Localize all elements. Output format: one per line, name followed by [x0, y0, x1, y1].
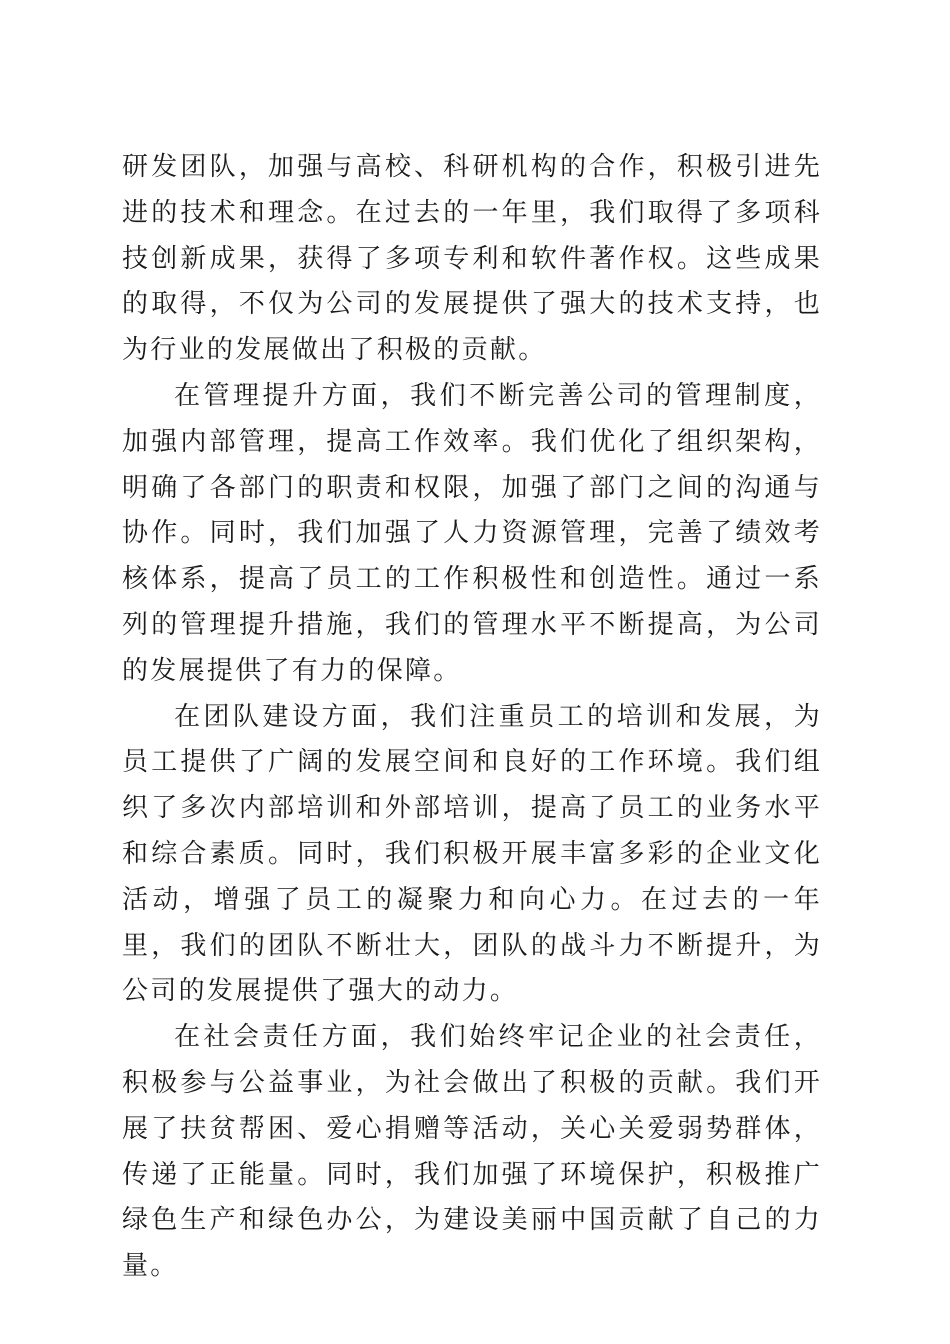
paragraph-team-building: 在团队建设方面，我们注重员工的培训和发展，为员工提供了广阔的发展空间和良好的工作环境。我们组织了多次内部培训和外部培训，提高了员工的业务水平和综合素质。同时，我们积极开展丰富多彩的企业文化活动，增强了员工的凝聚力和向心力。在过去的一年里，我们的团队不断壮大，团队的战斗力不断提升，为公司的发展提供了强大的动力。: [122, 701, 822, 1007]
paragraph-research: 研发团队，加强与高校、科研机构的合作，积极引进先进的技术和理念。在过去的一年里，我们取得了多项科技创新成果，获得了多项专利和软件著作权。这些成果的取得，不仅为公司的发展提供了强大的技术支持，也为行业的发展做出了积极的贡献。: [122, 152, 822, 366]
document-page: [122, 145, 822, 1290]
paragraph-management: 在管理提升方面，我们不断完善公司的管理制度，加强内部管理，提高工作效率。我们优化了组织架构，明确了各部门的职责和权限，加强了部门之间的沟通与协作。同时，我们加强了人力资源管理，完善了绩效考核体系，提高了员工的工作积极性和创造性。通过一系列的管理提升措施，我们的管理水平不断提高，为公司的发展提供了有力的保障。: [122, 380, 822, 686]
paragraph-social-responsibility: 在社会责任方面，我们始终牢记企业的社会责任，积极参与公益事业，为社会做出了积极的贡献。我们开展了扶贫帮困、爱心捐赠等活动，关心关爱弱势群体，传递了正能量。同时，我们加强了环境保护，积极推广绿色生产和绿色办公，为建设美丽中国贡献了自己的力量。: [122, 1022, 822, 1282]
